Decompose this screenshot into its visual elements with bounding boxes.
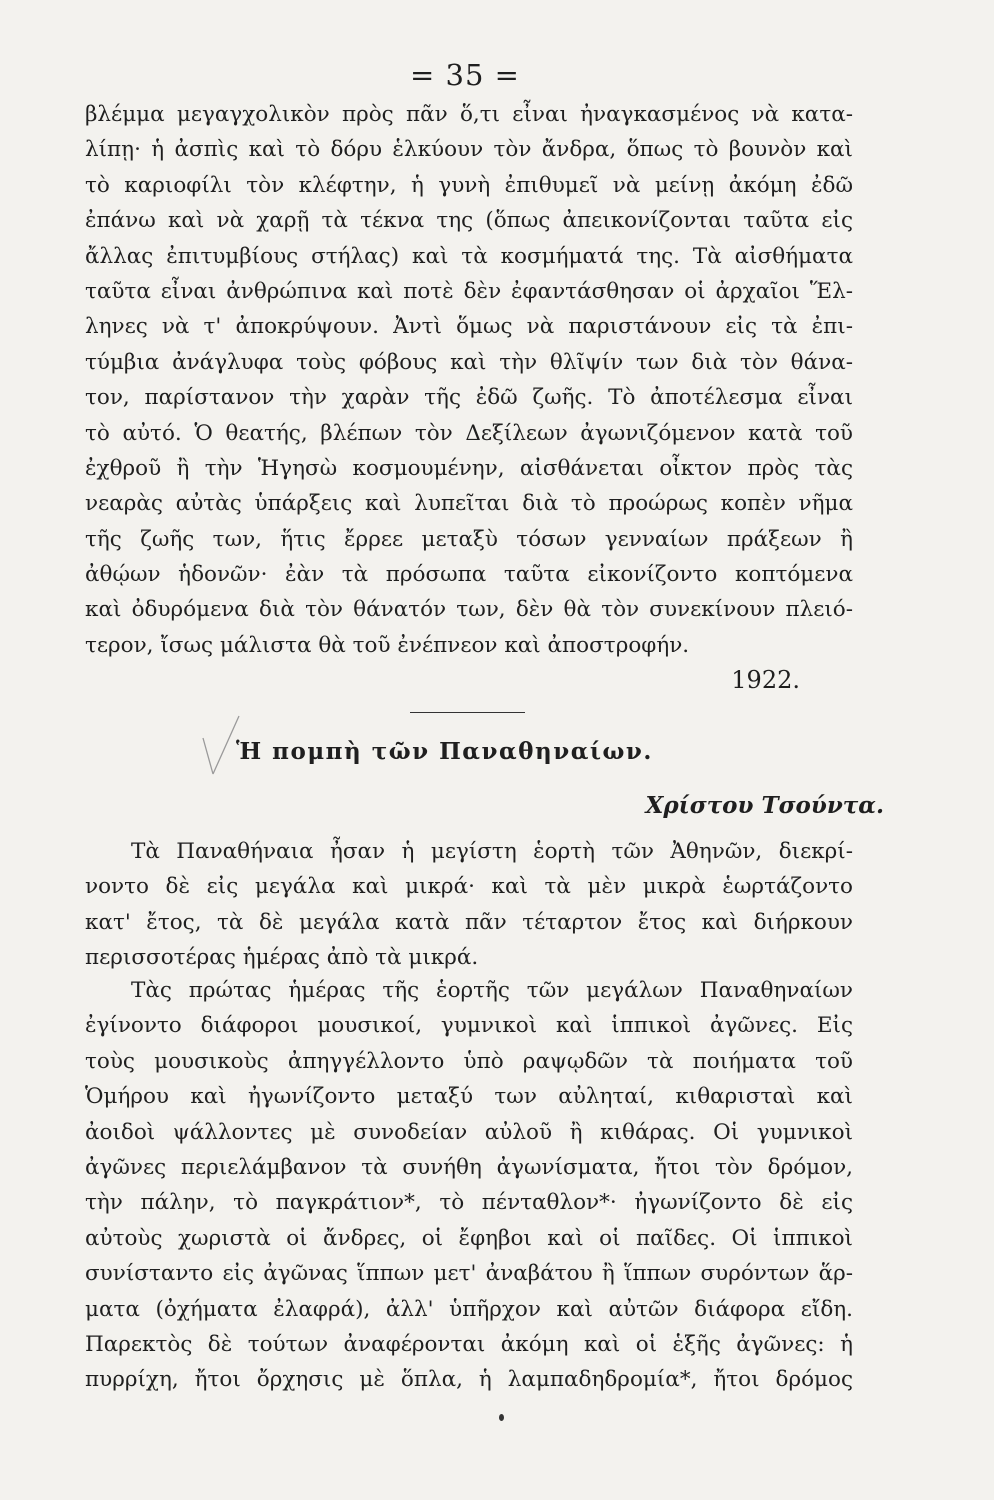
text-line: Ὁμήρου καὶ ἠγωνίζοντο μεταξύ των αὐληταί, κιθαρισταὶ καὶ xyxy=(85,1084,853,1110)
date-line: 1922. xyxy=(731,666,800,694)
author-name: Χρίστου Τσούντα. xyxy=(645,792,884,819)
text-line: τον, παρίστανον τὴν χαρὰν τῆς ἐδῶ ζωῆς. Τὸ ἀποτέλεσμα εἶναι xyxy=(85,385,853,411)
text-line: περισσοτέρας ἡμέρας ἀπὸ τὰ μικρά. xyxy=(85,945,479,971)
section-title: Ἡ πομπὴ τῶν Παναθηναίων. xyxy=(236,738,653,765)
text-line: τύμβια ἀνάγλυφα τοὺς φόβους καὶ τὴν θλῖψίν των διὰ τὸν θάνα- xyxy=(85,349,853,375)
text-line: Τὰς πρώτας ἡμέρας τῆς ἑορτῆς τῶν μεγάλων Παναθηναίων xyxy=(131,978,853,1003)
text-line: λίπῃ· ἡ ἀσπὶς καὶ τὸ δόρυ ἑλκύουν τὸν ἄνδρα, ὅπως τὸ βουνὸν καὶ xyxy=(85,137,853,163)
text-line: ματα (ὀχήματα ἐλαφρά), ἀλλ' ὑπῆρχον καὶ αὐτῶν διάφορα εἴδη. xyxy=(85,1296,853,1322)
text-line: ἀοιδοὶ ψάλλοντες μὲ συνοδείαν αὐλοῦ ἢ κιθάρας. Οἱ γυμνικοὶ xyxy=(85,1119,853,1145)
text-line: τὴν πάλην, τὸ παγκράτιον*, τὸ πένταθλον*· ἠγωνίζοντο δὲ εἰς xyxy=(85,1190,853,1216)
ink-speck xyxy=(499,1414,504,1421)
text-line: τερον, ἴσως μάλιστα θὰ τοῦ ἐνέπνεον καὶ ἀποστροφήν. xyxy=(85,632,690,658)
text-line: ἐγίνοντο διάφοροι μουσικοί, γυμνικοὶ καὶ ἱππικοὶ ἀγῶνες. Εἰς xyxy=(85,1013,853,1039)
text-line: Παρεκτὸς δὲ τούτων ἀναφέρονται ἀκόμη καὶ οἱ ἑξῆς ἀγῶνες: ἡ xyxy=(85,1331,853,1357)
paragraph-1 xyxy=(85,97,853,663)
text-line: καὶ ὀδυρόμενα διὰ τὸν θάνατόν των, δὲν θὰ τὸν συνεκίνουν πλειό- xyxy=(85,597,853,623)
text-line: βλέμμα μεγαγχολικὸν πρὸς πᾶν ὅ,τι εἶναι ἠναγκασμένος νὰ κατα- xyxy=(85,102,853,127)
section-divider xyxy=(410,712,525,713)
text-line: νοντο δὲ εἰς μεγάλα καὶ μικρά· καὶ τὰ μὲν μικρὰ ἑωρτάζοντο xyxy=(85,874,853,900)
text-line: πυρρίχη, ἤτοι ὄρχησις μὲ ὅπλα, ἡ λαμπαδηδρομία*, ἤτοι δρόμος xyxy=(85,1367,853,1393)
text-line: νεαρὰς αὐτὰς ὑπάρξεις καὶ λυπεῖται διὰ τὸ προώρως κοπὲν νῆμα xyxy=(85,491,853,517)
text-line: ἐχθροῦ ἢ τὴν Ἡγησὼ κοσμουμένην, αἰσθάνεται οἶκτον πρὸς τὰς xyxy=(85,455,853,481)
text-line: τὸ καριοφίλι τὸν κλέφτην, ἡ γυνὴ ἐπιθυμεῖ νὰ μείνῃ ἀκόμη ἐδῶ xyxy=(85,172,853,198)
text-line: ταῦτα εἶναι ἀνθρώπινα καὶ ποτὲ δὲν ἐφαντάσθησαν οἱ ἀρχαῖοι Ἕλ- xyxy=(85,278,853,304)
text-line: συνίσταντο εἰς ἀγῶνας ἵππων μετ' ἀναβάτου ἢ ἵππων συρόντων ἅρ- xyxy=(85,1261,853,1287)
text-line: ἀθῴων ἡδονῶν· ἐὰν τὰ πρόσωπα ταῦτα εἰκονίζοντο κοπτόμενα xyxy=(85,562,853,588)
text-line: αὐτοὺς χωριστὰ οἱ ἄνδρες, οἱ ἔφηβοι καὶ οἱ παῖδες. Οἱ ἱππικοὶ xyxy=(85,1225,853,1251)
paragraph-2 xyxy=(85,834,853,976)
text-line: ἐπάνω καὶ νὰ χαρῇ τὰ τέκνα της (ὅπως ἀπεικονίζονται ταῦτα εἰς xyxy=(85,208,853,234)
text-line: τὸ αὐτό. Ὁ θεατής, βλέπων τὸν Δεξίλεων ἀγωνιζόμενον κατὰ τοῦ xyxy=(85,420,853,446)
paragraph-3 xyxy=(85,973,853,1398)
text-line: τῆς ζωῆς των, ἥτις ἔρρεε μεταξὺ τόσων γενναίων πράξεων ἢ xyxy=(85,526,853,552)
text-line: ἄλλας ἐπιτυμβίους στήλας) καὶ τὰ κοσμήματά της. Τὰ αἰσθήματα xyxy=(85,243,853,269)
text-line: κατ' ἔτος, τὰ δὲ μεγάλα κατὰ πᾶν τέταρτον ἔτος καὶ διήρκουν xyxy=(85,909,853,935)
text-line: ἀγῶνες περιελάμβανον τὰ συνήθη ἀγωνίσματα, ἤτοι τὸν δρόμον, xyxy=(85,1154,853,1180)
page-number: = 35 = xyxy=(410,58,520,92)
text-line: Τὰ Παναθήναια ἦσαν ἡ μεγίστη ἑορτὴ τῶν Ἀθηνῶν, διεκρί- xyxy=(131,839,853,864)
text-line: ληνες νὰ τ' ἀποκρύψουν. Ἀντὶ ὅμως νὰ παριστάνουν εἰς τὰ ἐπι- xyxy=(85,314,853,340)
text-line: τοὺς μουσικοὺς ἀπηγγέλλοντο ὑπὸ ραψῳδῶν τὰ ποιήματα τοῦ xyxy=(85,1048,853,1074)
